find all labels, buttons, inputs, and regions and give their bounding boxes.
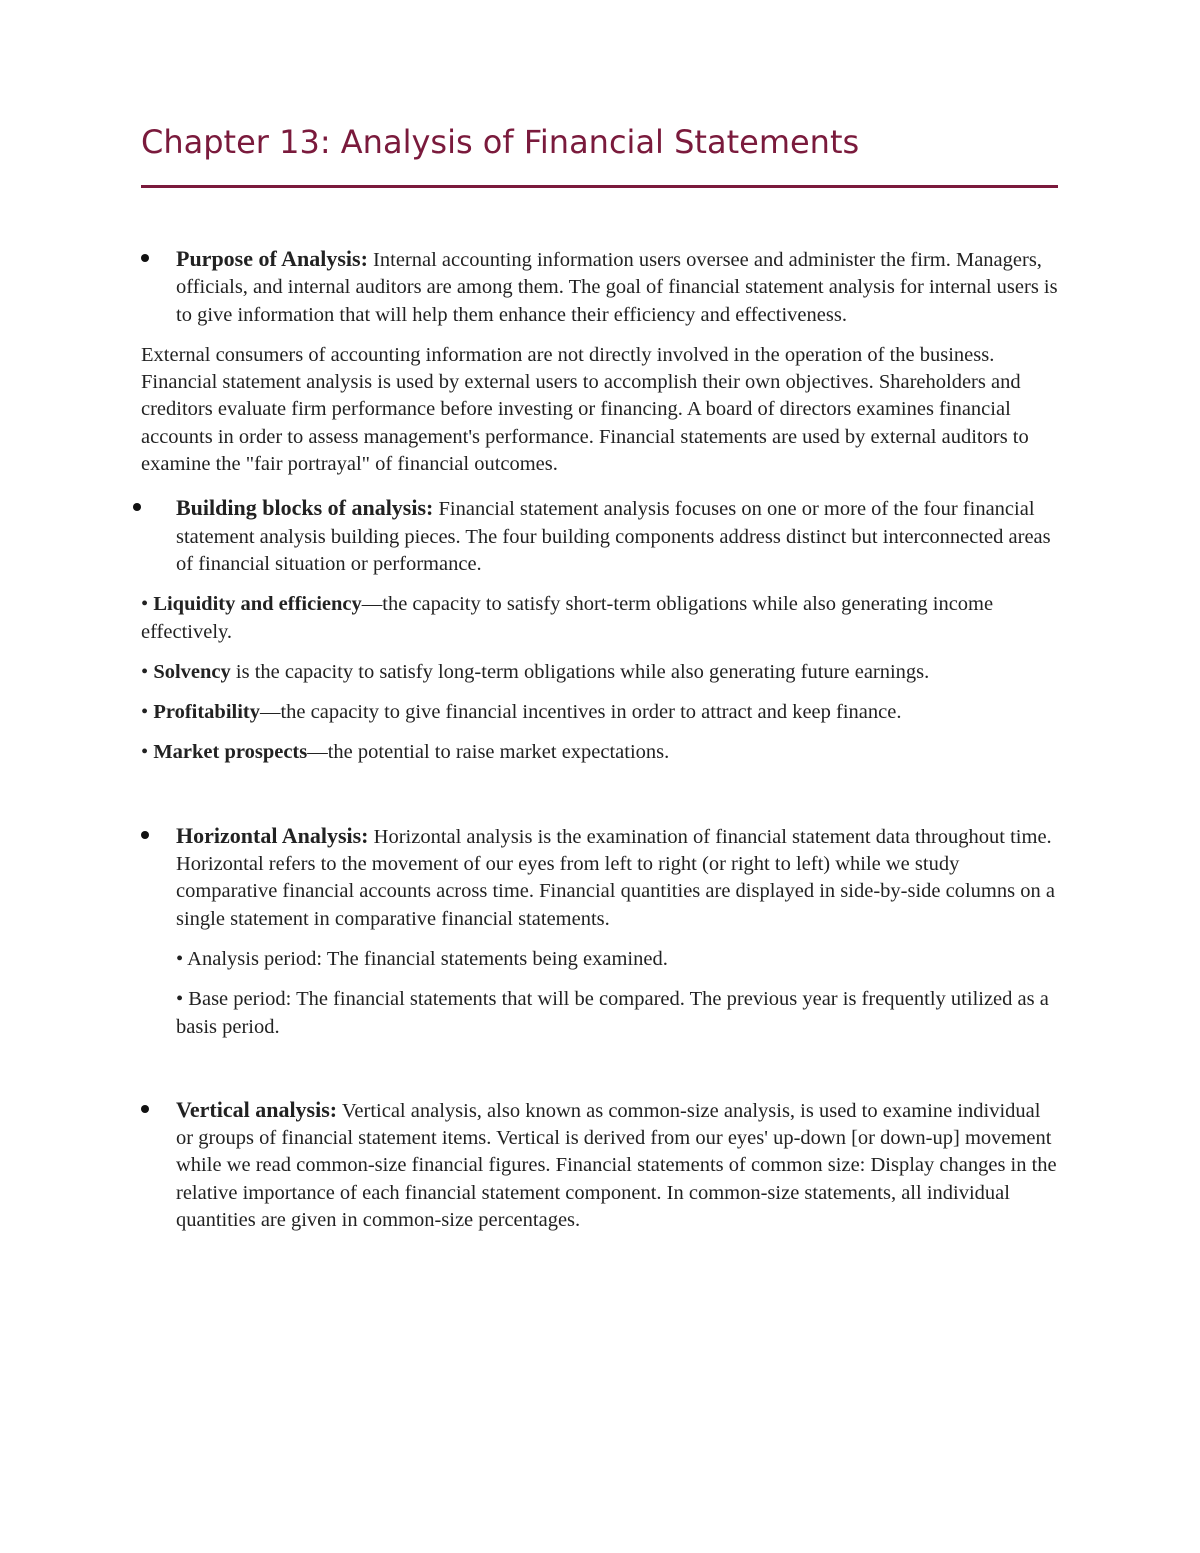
chapter-title: Chapter 13: Analysis of Financial Statements <box>141 123 860 161</box>
list-item: • Solvency is the capacity to satisfy long-term obligations while also generating future earnings. <box>141 660 930 683</box>
term-liquidity: Liquidity and efficiency <box>153 593 362 616</box>
bullet-icon <box>141 1105 149 1113</box>
term-market-prospects: Market prospects <box>153 741 308 764</box>
purpose-heading: Purpose of Analysis: <box>176 246 368 271</box>
list-item: • Market prospects—the potential to raise market expectations. <box>141 741 670 764</box>
building-blocks-section <box>141 494 1059 578</box>
vertical-heading: Vertical analysis: <box>176 1096 338 1122</box>
bullet-icon <box>133 503 141 511</box>
horizontal-paragraph <box>176 822 1059 933</box>
document-body <box>141 245 1059 1234</box>
list-item: • Liquidity and efficiency—the capacity to satisfy short-term obligations while also generating income effectively. <box>141 593 994 643</box>
vertical-paragraph <box>176 1096 1059 1234</box>
horizontal-heading: Horizontal Analysis: <box>176 822 369 848</box>
external-users-paragraph: External consumers of accounting information are not directly involved in the operation of the business. Financial statement analysis is used by external users to accomplish their own objectives. Shareholders and creditors evaluate firm performance before investing or financing. A board of directors examines financial accounts in order to assess management's performance. Financial statements are used by external auditors to examine the "fair portrayal" of financial outcomes. <box>141 343 1029 476</box>
term-profitability: Profitability <box>153 701 260 724</box>
horizontal-section <box>141 822 1059 933</box>
purpose-paragraph <box>176 245 1059 329</box>
building-blocks-heading: Building blocks of analysis: <box>176 495 434 521</box>
bullet-icon <box>141 254 149 262</box>
purpose-body: Internal accounting information users oversee and administer the firm. Managers, officials, and internal auditors are among them. The goal of financial statement analysis for internal users is to give information that will help them enhance their efficiency and effectiveness. <box>176 249 1058 326</box>
building-blocks-body: Financial statement analysis focuses on one or more of the four financial statement analysis building pieces. The four building components address distinct but interconnected areas of financial situation or performance. <box>176 498 1051 575</box>
list-item: • Analysis period: The financial statements being examined. <box>176 947 668 970</box>
list-item: • Base period: The financial statements that will be compared. The previous year is frequently utilized as a basis period. <box>176 988 1049 1038</box>
building-blocks-paragraph <box>176 494 1059 578</box>
horizontal-body: Horizontal analysis is the examination of financial statement data throughout time. Horizontal refers to the movement of our eyes from left to right (or right to left) while we study comparative financial accounts across time. Financial quantities are displayed in side-by-side columns on a single statement in comparative financial statements. <box>176 825 1055 930</box>
list-item: • Profitability—the capacity to give financial incentives in order to attract and keep finance. <box>141 701 902 724</box>
vertical-section <box>141 1096 1059 1234</box>
term-solvency: Solvency <box>153 660 231 683</box>
purpose-section <box>141 245 1059 329</box>
title-divider <box>141 185 1058 188</box>
bullet-icon <box>141 831 149 839</box>
vertical-body: Vertical analysis, also known as common-size analysis, is used to examine individual or groups of financial statement items. Vertical is derived from our eyes' up-down [or down-up] movement while we read common-size financial figures. Financial statements of common size: Display changes in the relative importance of each financial statement component. In common-size statements, all individual quantities are given in common-size percentages. <box>176 1099 1057 1232</box>
